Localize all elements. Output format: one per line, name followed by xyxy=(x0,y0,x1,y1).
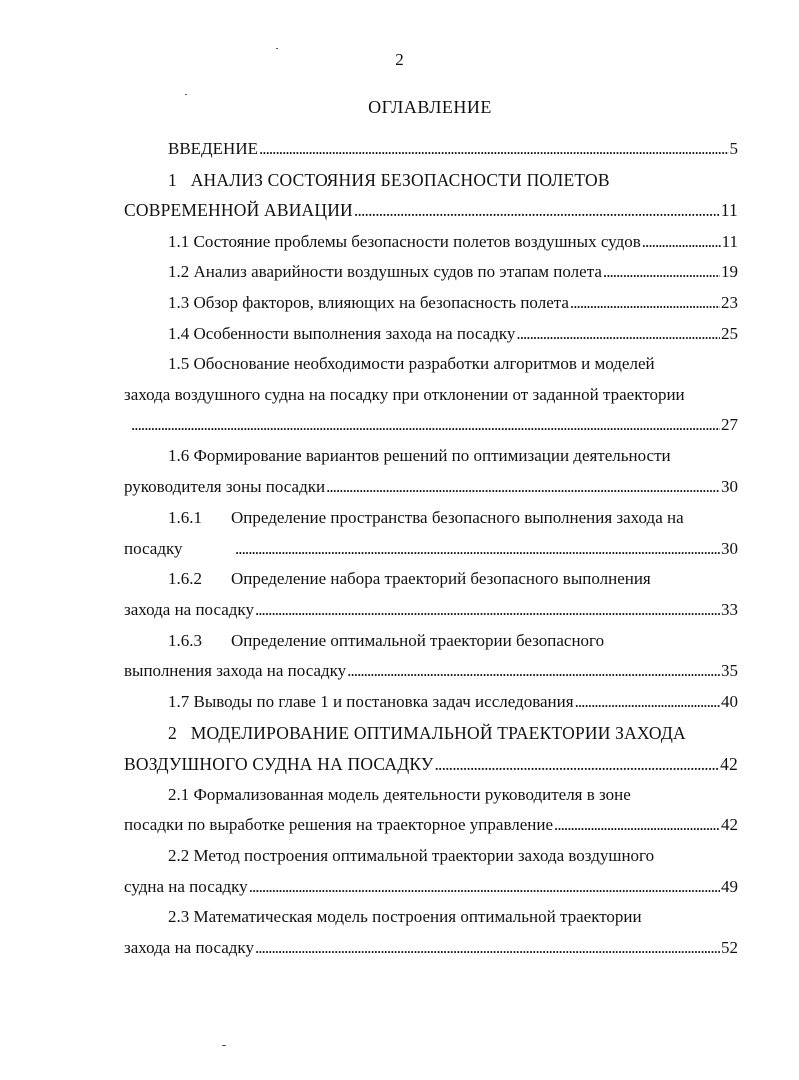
toc-page-number: 19 xyxy=(721,262,738,281)
dot-leader xyxy=(326,476,720,498)
toc-entry-1-1 xyxy=(168,231,738,253)
toc-page-number: 23 xyxy=(721,293,738,312)
section-title: Определение оптимальной траектории безопасного xyxy=(231,631,605,650)
dot-leader xyxy=(131,414,720,436)
dot-leader xyxy=(354,199,720,221)
toc-entry-text: захода на посадку xyxy=(124,600,254,619)
scan-speck xyxy=(222,1045,226,1046)
chapter-title-line1: АНАЛИЗ СОСТОЯНИЯ БЕЗОПАСНОСТИ ПОЛЕТОВ xyxy=(190,170,610,190)
section-number: 1.6.1 xyxy=(168,508,202,527)
toc-entry-1-5-line1: 1.5 Обоснование необходимости разработки алгоритмов и моделей xyxy=(168,354,655,373)
toc-page-number: 40 xyxy=(721,692,738,711)
toc-chapter-1-heading xyxy=(168,169,782,191)
toc-entry-1-6-2-line1 xyxy=(168,568,782,590)
toc-page-number: 30 xyxy=(721,477,738,496)
toc-entry-text: выполнения захода на посадку xyxy=(124,661,347,680)
dot-leader xyxy=(255,937,720,959)
toc-entry-intro xyxy=(168,138,738,160)
toc-entry-chapter-2 xyxy=(124,753,738,775)
toc-entry-text: ВВЕДЕНИЕ xyxy=(168,139,258,158)
toc-page-number: 11 xyxy=(720,200,738,220)
toc-entry-text: 1.1 Состояние проблемы безопасности полетов воздушных судов xyxy=(168,232,641,251)
toc-page-number: 35 xyxy=(721,661,738,680)
toc-entry-1-3 xyxy=(168,292,738,314)
toc-entry-1-2 xyxy=(168,261,738,283)
dot-leader xyxy=(570,292,720,314)
toc-page-number: 25 xyxy=(721,324,738,343)
toc-entry-text: посадки по выработке решения на траекторное управление xyxy=(124,815,554,834)
toc-entry-1-5 xyxy=(130,414,738,436)
toc-entry-text: 1.2 Анализ аварийности воздушных судов по этапам полета xyxy=(168,262,602,281)
section-number: 1.6.3 xyxy=(168,631,202,650)
toc-entry-text: 1.3 Обзор факторов, влияющих на безопасность полета xyxy=(168,293,569,312)
toc-entry-1-6-1-line1 xyxy=(168,507,782,529)
toc-entry-1-5-line2: захода воздушного судна на посадку при отклонении от заданной траектории xyxy=(124,385,685,404)
toc-page-number: 42 xyxy=(720,754,738,774)
toc-entry-1-6-3 xyxy=(124,660,738,682)
chapter-number: 2 xyxy=(168,723,177,743)
chapter-title-line2: ВОЗДУШНОГО СУДНА НА ПОСАДКУ xyxy=(124,754,434,774)
dot-leader xyxy=(554,814,720,836)
scan-speck xyxy=(276,48,278,49)
dot-leader xyxy=(259,138,729,160)
dot-leader xyxy=(347,660,720,682)
chapter-number: 1 xyxy=(168,170,177,190)
section-number: 1.6.2 xyxy=(168,569,202,588)
dot-leader xyxy=(642,231,721,253)
toc-entry-2-1-line1: 2.1 Формализованная модель деятельности руководителя в зоне xyxy=(168,785,631,804)
toc-page-number: 11 xyxy=(721,232,738,251)
dot-leader xyxy=(516,323,720,345)
toc-entry-chapter-1 xyxy=(124,199,738,221)
toc-entry-2-1 xyxy=(124,814,738,836)
toc-title: ОГЛАВЛЕНИЕ xyxy=(368,97,492,117)
scan-speck xyxy=(185,94,187,95)
toc-entry-1-6-2 xyxy=(124,599,738,621)
toc-page-number: 27 xyxy=(721,415,738,434)
toc-page-number: 49 xyxy=(721,877,738,896)
toc-entry-1-4 xyxy=(168,323,738,345)
toc-entry-1-6 xyxy=(124,476,738,498)
dot-leader xyxy=(434,753,719,775)
toc-entry-2-3 xyxy=(124,937,738,959)
toc-entry-1-6-3-line1 xyxy=(168,630,782,652)
toc-page-number: 52 xyxy=(721,938,738,957)
toc-entry-1-7 xyxy=(168,691,738,713)
dot-leader xyxy=(603,261,720,283)
chapter-title-line2: СОВРЕМЕННОЙ АВИАЦИИ xyxy=(124,200,353,220)
dot-leader xyxy=(249,876,720,898)
toc-entry-1-6-line1: 1.6 Формирование вариантов решений по оптимизации деятельности xyxy=(168,446,671,465)
toc-page-number: 42 xyxy=(721,815,738,834)
toc-entry-2-2 xyxy=(124,876,738,898)
dot-leader xyxy=(255,599,720,621)
toc-entry-2-3-line1: 2.3 Математическая модель построения оптимальной траектории xyxy=(168,907,642,926)
dot-leader xyxy=(235,538,720,560)
toc-chapter-2-heading xyxy=(168,722,782,744)
toc-page-number: 33 xyxy=(721,600,738,619)
section-title: Определение пространства безопасного выполнения захода на xyxy=(231,508,684,527)
toc-entry-text: 1.7 Выводы по главе 1 и постановка задач исследования xyxy=(168,692,574,711)
toc-entry-1-6-1 xyxy=(124,538,738,560)
section-title: Определение набора траекторий безопасного выполнения xyxy=(231,569,651,588)
toc-entry-text: посадку xyxy=(124,539,183,558)
page-number: 2 xyxy=(395,50,404,69)
dot-leader xyxy=(575,691,720,713)
toc-entry-text: захода на посадку xyxy=(124,938,254,957)
toc-entry-2-2-line1: 2.2 Метод построения оптимальной траектории захода воздушного xyxy=(168,846,655,865)
toc-entry-text: 1.4 Особенности выполнения захода на посадку xyxy=(168,324,516,343)
chapter-title-line1: МОДЕЛИРОВАНИЕ ОПТИМАЛЬНОЙ ТРАЕКТОРИИ ЗАХОДА xyxy=(190,723,686,743)
toc-entry-text: руководителя зоны посадки xyxy=(124,477,326,496)
toc-page-number: 5 xyxy=(729,139,738,158)
toc-page-number: 30 xyxy=(721,539,738,558)
toc-entry-text: судна на посадку xyxy=(124,877,248,896)
